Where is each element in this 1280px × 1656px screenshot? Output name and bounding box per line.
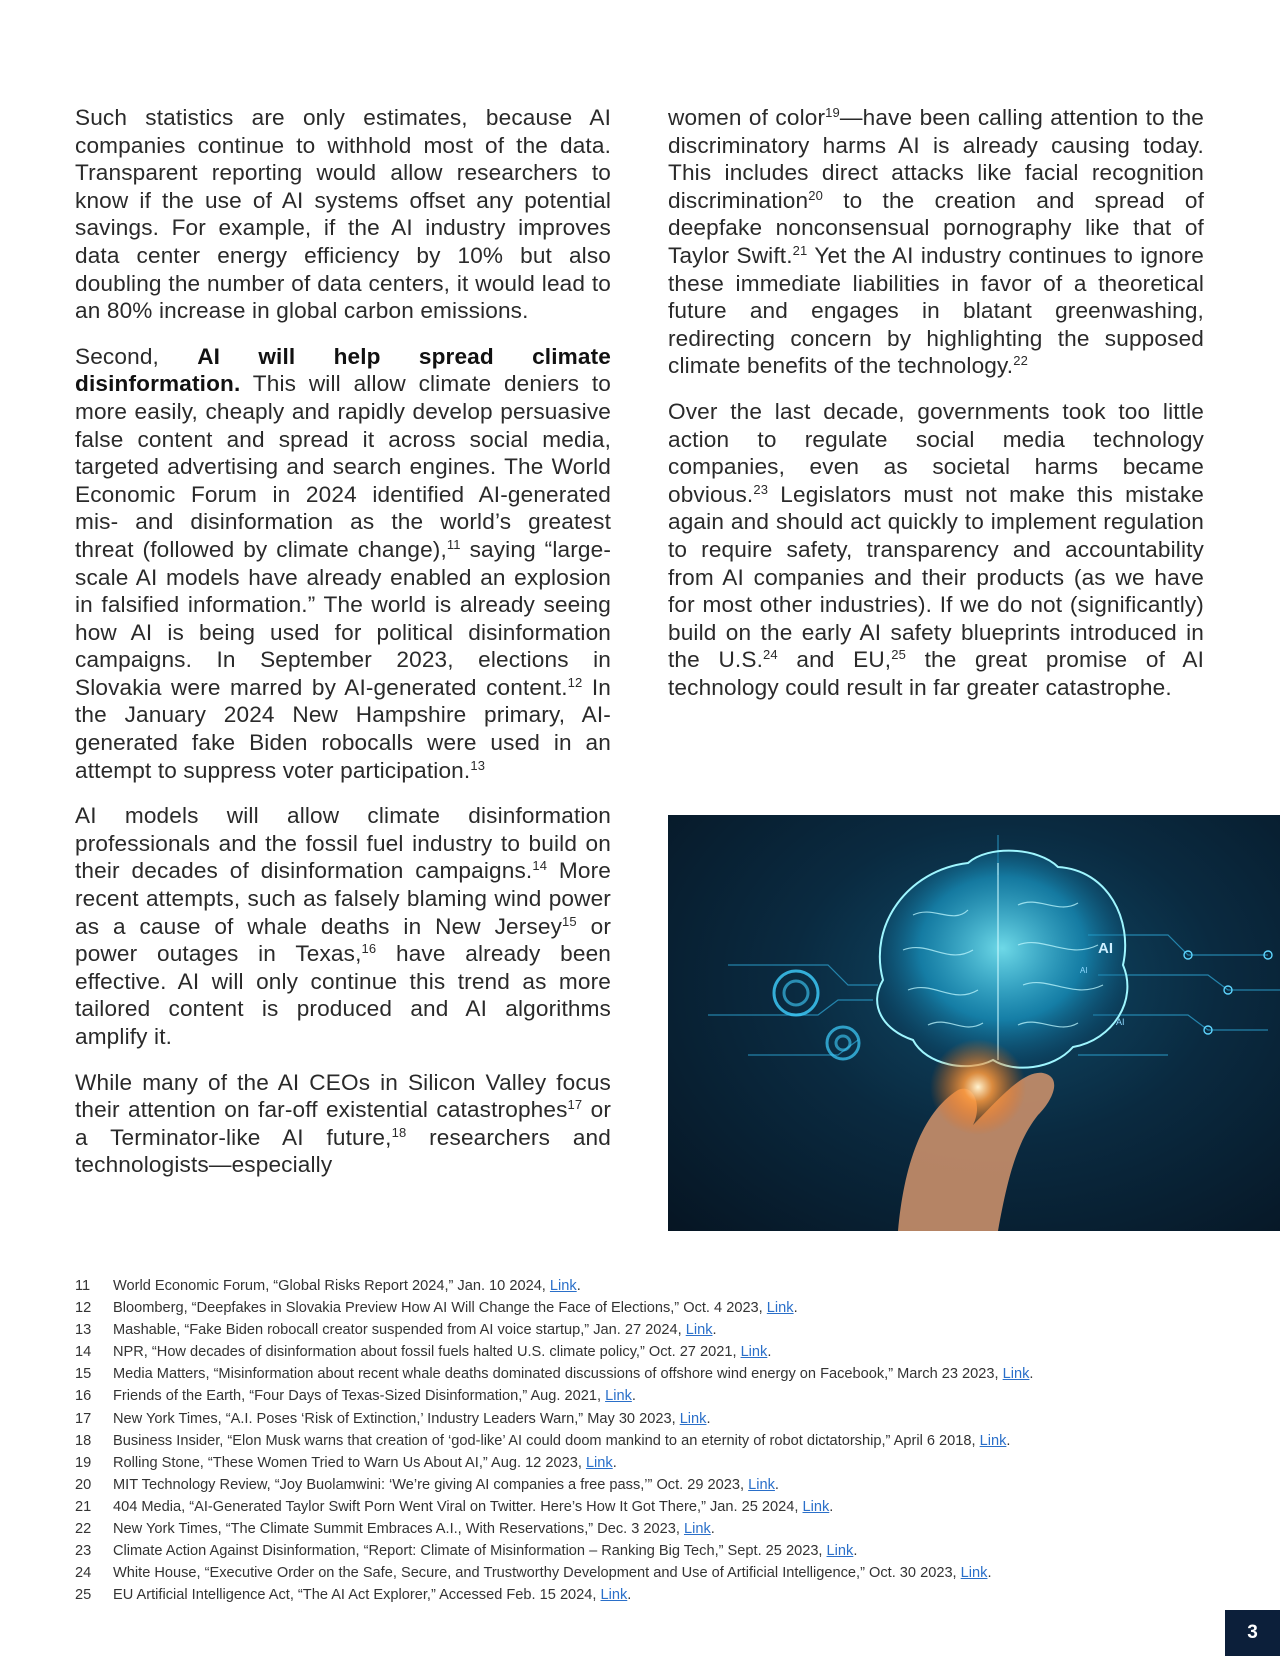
footnote-text: Rolling Stone, “These Women Tried to Warn Us About AI,” Aug. 12 2023, Link. <box>113 1454 617 1471</box>
footnote-text: Media Matters, “Misinformation about recent whale deaths dominated discussions of offshore wind energy on Facebook,” March 23 2023, Link. <box>113 1366 1034 1383</box>
footnote-ref[interactable]: 17 <box>567 1097 583 1113</box>
footnote-item <box>75 1385 1225 1407</box>
footnote-number: 21 <box>75 1498 92 1515</box>
paragraph-estimates: Such statistics are only estimates, because AI companies continue to withhold most of the data. Transparent reporting would allow researchers to know if the use of AI systems offset any potential savings. For example, if the AI industry improves data center energy efficiency by 10% but also doubling the number of data centers, it would lead to an 80% increase in global carbon emissions. <box>75 105 611 324</box>
footnote-text: NPR, “How decades of disinformation about fossil fuels halted U.S. climate policy,” Oct. 27 2021, Link. <box>113 1344 772 1361</box>
footnote-number: 24 <box>75 1565 92 1582</box>
ai-label-small: AI <box>1116 1017 1125 1027</box>
footnote-item <box>75 1540 1225 1562</box>
right-column <box>668 104 1204 719</box>
ai-label-main: AI <box>1098 940 1113 957</box>
footnote-number: 12 <box>75 1300 92 1317</box>
footnote-text: World Economic Forum, “Global Risks Report 2024,” Jan. 10 2024, Link. <box>113 1278 581 1294</box>
footnote-ref[interactable]: 11 <box>446 536 461 552</box>
footnote-item <box>75 1297 1225 1319</box>
footnote-number: 23 <box>75 1543 92 1560</box>
brain-shape <box>877 851 1127 1068</box>
footnote-item <box>75 1363 1225 1385</box>
footnote-item <box>75 1319 1225 1341</box>
footnote-link[interactable]: Link <box>1002 1366 1030 1383</box>
footnote-ref[interactable]: 12 <box>567 674 583 690</box>
footnote-text: Friends of the Earth, “Four Days of Texas-Sized Disinformation,” Aug. 2021, Link. <box>113 1388 636 1405</box>
footnote-link[interactable]: Link <box>683 1521 711 1538</box>
footnote-link[interactable]: Link <box>802 1498 830 1515</box>
paragraph-regulation: Over the last decade, governments took too little action to regulate social media technology companies, even as societal harms became obvious.$^{23}$ Legislators must not make this mistake again and should act quickly to implement regulation to require safety, transparency and accountability from AI companies and their products (as we have for most other industries). If we do not (significantly) build on the early AI safety blueprints introduced in the U.S.$^{24}$ and EU,$^{25}$ the great promise of AI technology could result in far greater catastrophe. <box>668 398 1204 700</box>
footnote-link[interactable]: Link <box>979 1432 1007 1449</box>
footnote-number: 18 <box>75 1432 92 1449</box>
footnote-ref[interactable]: 15 <box>562 913 577 929</box>
footnote-item <box>75 1584 1225 1606</box>
paragraph-discrimination: women of color$^{19}$—have been calling attention to the discriminatory harms AI is already causing today. This includes direct attacks like facial recognition discrimination$^{20}$ to the creation and spread of deepfake nonconsensual pornography like that of Taylor Swift.$^{21}$ Yet the AI industry continues to ignore these immediate liabilities in favor of a theoretical future and engages in blatant greenwashing, redirecting concern by highlighting the supposed climate benefits of the technology.$^{22}$ <box>668 105 1205 379</box>
footnote-item <box>75 1430 1225 1452</box>
footnote-number: 17 <box>75 1410 92 1427</box>
footnote-link[interactable]: Link <box>685 1322 713 1339</box>
footnote-item <box>75 1518 1225 1540</box>
footnote-number: 19 <box>75 1454 92 1471</box>
footnote-number: 25 <box>75 1587 92 1604</box>
footnote-link[interactable]: Link <box>740 1344 768 1361</box>
paragraph-ceos: While many of the AI CEOs in Silicon Valley focus their attention on far-off existential catastrophes$^{17}$ or a Terminator-like AI future,$^{18}$ researchers and technologists—especially <box>75 1069 611 1178</box>
footnote-link[interactable]: Link <box>549 1278 577 1294</box>
footnote-text: 404 Media, “AI-Generated Taylor Swift Porn Went Viral on Twitter. Here’s How It Got There,” Jan. 25 2024, Link. <box>113 1498 834 1515</box>
footnote-ref[interactable]: 21 <box>792 242 808 258</box>
footnote-item <box>75 1496 1225 1518</box>
footnote-text: Mashable, “Fake Biden robocall creator suspended from AI voice startup,” Jan. 27 2024, Link. <box>113 1322 717 1339</box>
footnote-item <box>75 1408 1225 1430</box>
footnote-ref[interactable]: 25 <box>891 647 906 663</box>
footnote-item <box>75 1341 1225 1363</box>
footnote-ref[interactable]: 22 <box>1013 353 1028 369</box>
ai-label-small: AI <box>1080 966 1088 975</box>
footnote-link[interactable]: Link <box>600 1587 628 1604</box>
left-column <box>75 104 611 1197</box>
footnote-link[interactable]: Link <box>766 1300 794 1317</box>
footnote-link[interactable]: Link <box>826 1543 854 1560</box>
footnote-ref[interactable]: 16 <box>361 941 377 957</box>
footnote-ref[interactable]: 24 <box>763 647 778 663</box>
footnote-text: MIT Technology Review, “Joy Buolamwini: ‘We’re giving AI companies a free pass,’” Oct. 29 2023, Link. <box>113 1476 779 1493</box>
footnote-number: 22 <box>75 1521 92 1538</box>
footnote-text: White House, “Executive Order on the Safe, Secure, and Trustworthy Development and Use of Artificial Intelligence,” Oct. 30 2023, Link. <box>113 1565 992 1582</box>
footnote-link[interactable]: Link <box>748 1476 775 1493</box>
footnote-text: New York Times, “A.I. Poses ‘Risk of Extinction,’ Industry Leaders Warn,” May 30 2023, Link. <box>113 1410 711 1427</box>
fingertip-glow <box>930 1039 1026 1135</box>
footnote-ref[interactable]: 23 <box>753 481 769 497</box>
bold-claim: AI will help spread climate disinformation. <box>75 343 612 397</box>
footnote-ref[interactable]: 18 <box>391 1124 407 1140</box>
footnote-number: 13 <box>75 1322 92 1339</box>
footnote-link[interactable]: Link <box>605 1388 632 1405</box>
footnote-item <box>75 1474 1225 1496</box>
paragraph-disinformation: Second, AI will help spread climate disinformation. This will allow climate deniers to more easily, cheaply and rapidly develop persuasive false content and spread it across social media, targeted advertising and search engines. The World Economic Forum in 2024 identified AI-generated mis- and disinformation as the world’s greatest threat (followed by climate change),$^{11}$ saying “large-scale AI models have already enabled an explosion in falsified information.” The world is already seeing how AI is being used for political disinformation campaigns. In September 2023, elections in Slovakia were marred by AI-generated content.$^{12}$ In the January 2024 New Hampshire primary, AI-generated fake Biden robocalls were used in an attempt to suppress voter participation.$^{13}$ <box>75 343 612 783</box>
paragraph-fossil-fuel: AI models will allow climate disinformation professionals and the fossil fuel industry to build on their decades of disinformation campaigns.$^{14}$ More recent attempts, such as falsely blaming wind power as a cause of whale deaths in New Jersey$^{15}$ or power outages in Texas,$^{16}$ have already been effective. AI will only continue this trend as more tailored content is produced and AI algorithms amplify it. <box>75 803 612 1049</box>
footnote-item <box>75 1452 1225 1474</box>
footnote-ref[interactable]: 14 <box>532 858 548 874</box>
footnote-ref[interactable]: 20 <box>808 187 823 203</box>
footnote-text: Climate Action Against Disinformation, “Report: Climate of Misinformation – Ranking Big Tech,” Sept. 25 2023, Link. <box>113 1543 858 1560</box>
footnote-link[interactable]: Link <box>960 1565 988 1582</box>
footnote-number: 16 <box>75 1388 92 1405</box>
footnote-text: Bloomberg, “Deepfakes in Slovakia Preview How AI Will Change the Face of Elections,” Oct. 4 2023, Link. <box>113 1300 798 1317</box>
footnote-link[interactable]: Link <box>585 1454 613 1471</box>
footnote-number: 15 <box>75 1366 92 1383</box>
footnote-text: EU Artificial Intelligence Act, “The AI Act Explorer,” Accessed Feb. 15 2024, Link. <box>113 1587 632 1604</box>
footnote-number: 11 <box>75 1278 91 1294</box>
page-number: 3 <box>1225 1610 1280 1656</box>
footnote-item <box>75 1562 1225 1584</box>
footnote-number: 14 <box>75 1344 92 1361</box>
footnote-ref[interactable]: 13 <box>470 757 486 773</box>
footnote-number: 20 <box>75 1476 92 1493</box>
footnote-text: Business Insider, “Elon Musk warns that creation of ‘god-like’ AI could doom mankind to an eternity of robot dictatorship,” April 6 2018, Link. <box>113 1432 1011 1449</box>
footnote-item <box>75 1275 1225 1297</box>
brain-circuit-graphic <box>668 815 1280 1231</box>
ai-brain-illustration <box>668 815 1280 1231</box>
footnote-ref[interactable]: 19 <box>825 105 840 120</box>
footnote-link[interactable]: Link <box>679 1410 707 1427</box>
footnotes <box>75 1275 1225 1606</box>
footnote-text: New York Times, “The Climate Summit Embraces A.I., With Reservations,” Dec. 3 2023, Link. <box>113 1521 715 1538</box>
